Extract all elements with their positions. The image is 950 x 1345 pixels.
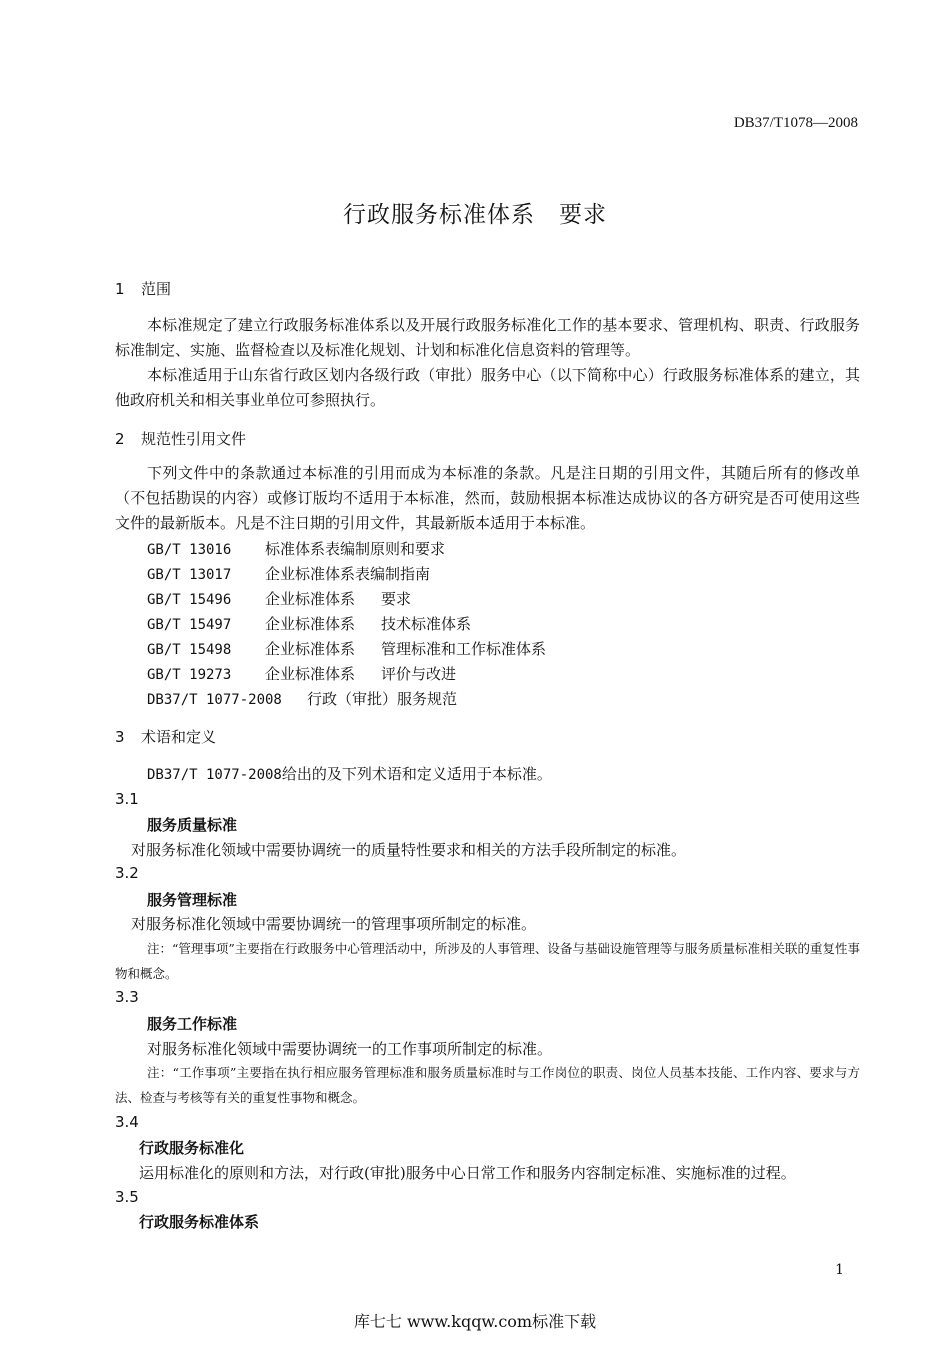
reference-item [147,663,456,684]
reference-subtitle: 要求 [381,590,412,608]
document-code: DB37/T1078—2008 [733,115,858,131]
intro-reference-code: DB37/T 1077-2008 [147,767,282,783]
reference-item [147,563,430,584]
reference-subtitle: 管理标准和工作标准体系 [381,640,547,658]
section-3-intro [147,763,552,784]
term-name: 服务管理标准 [147,891,238,909]
page-number: 1 [835,1262,844,1278]
reference-subtitle: 技术标准体系 [381,615,472,633]
term-note: 注：“工作事项”主要指在执行相应服务管理标准和服务质量标准时与工作岗位的职责、岗位人员基本技能、工作内容、要求与方法、检查与考核等有关的重复性事物和概念。 [115,1065,860,1105]
term-definition: 运用标准化的原则和方法，对行政(审批)服务中心日常工作和服务内容制定标准、实施标准的过程。 [139,1164,796,1182]
clause-number: 3.2 [115,864,139,882]
reference-code: GB/T 15497 [147,617,232,633]
clause-number: 3.1 [115,790,139,808]
term-name: 服务质量标准 [147,816,238,834]
reference-title: 行政（审批）服务规范 [307,690,458,708]
reference-title: 企业标准体系 [265,590,356,608]
reference-code: GB/T 19273 [147,667,232,683]
reference-item [147,638,546,659]
clause-number: 3.5 [115,1188,139,1206]
term-definition: 对服务标准化领域中需要协调统一的质量特性要求和相关的方法手段所制定的标准。 [131,841,687,859]
term-note: 注：“管理事项”主要指在行政服务中心管理活动中，所涉及的人事管理、设备与基础设施管理等与服务质量标准相关联的重复性事物和概念。 [115,941,860,981]
section-number: 3 [115,728,125,746]
reference-subtitle: 评价与改进 [381,665,457,683]
clause-number: 3.4 [115,1113,139,1131]
footer-watermark: 库七七 www.kqqw.com标准下载 [353,1312,597,1331]
section-number: 1 [115,280,125,298]
reference-code: GB/T 15498 [147,642,232,658]
term-definition: 对服务标准化领域中需要协调统一的管理事项所制定的标准。 [131,915,537,933]
section-title: 范围 [141,280,172,298]
term-definition: 对服务标准化领域中需要协调统一的工作事项所制定的标准。 [147,1040,553,1058]
clause-number: 3.3 [115,988,139,1006]
reference-title: 企业标准体系 [265,665,356,683]
reference-item [147,538,445,559]
document-title: 行政服务标准体系 要求 [343,202,607,228]
section-2-paragraph-1: 下列文件中的条款通过本标准的引用而成为本标准的条款。凡是注日期的引用文件，其随后所有的修改单（不包括勘误的内容）或修订版均不适用于本标准，然而，鼓励根据本标准达成协议的各方研究是否可使用这些文件的最新版本。凡是不注日期的引用文件，其最新版本适用于本标准。 [115,464,860,532]
reference-title: 企业标准体系 [265,640,356,658]
reference-code: GB/T 13016 [147,542,232,558]
reference-title: 企业标准体系 [265,615,356,633]
section-title: 术语和定义 [141,728,217,746]
section-1-paragraph-2: 本标准适用于山东省行政区划内各级行政（审批）服务中心（以下简称中心）行政服务标准体系的建立，其他政府机关和相关事业单位可参照执行。 [115,366,860,409]
section-1-heading [115,278,171,299]
reference-code: GB/T 15496 [147,592,232,608]
reference-item [147,613,471,634]
reference-code: GB/T 13017 [147,567,232,583]
term-name: 行政服务标准体系 [139,1213,260,1231]
section-2-heading [115,428,246,449]
section-1-paragraph-1: 本标准规定了建立行政服务标准体系以及开展行政服务标准化工作的基本要求、管理机构、职责、行政服务标准制定、实施、监督检查以及标准化规划、计划和标准化信息资料的管理等。 [115,316,860,359]
section-3-heading [115,726,216,747]
section-number: 2 [115,430,125,448]
term-name: 行政服务标准化 [139,1139,245,1157]
reference-title: 标准体系表编制原则和要求 [265,540,446,558]
reference-code: DB37/T 1077-2008 [147,692,282,708]
reference-title: 企业标准体系表编制指南 [265,565,431,583]
intro-text: 给出的及下列术语和定义适用于本标准。 [281,765,552,783]
section-title: 规范性引用文件 [141,430,247,448]
term-name: 服务工作标准 [147,1015,238,1033]
reference-item [147,588,411,609]
reference-item [147,688,457,709]
